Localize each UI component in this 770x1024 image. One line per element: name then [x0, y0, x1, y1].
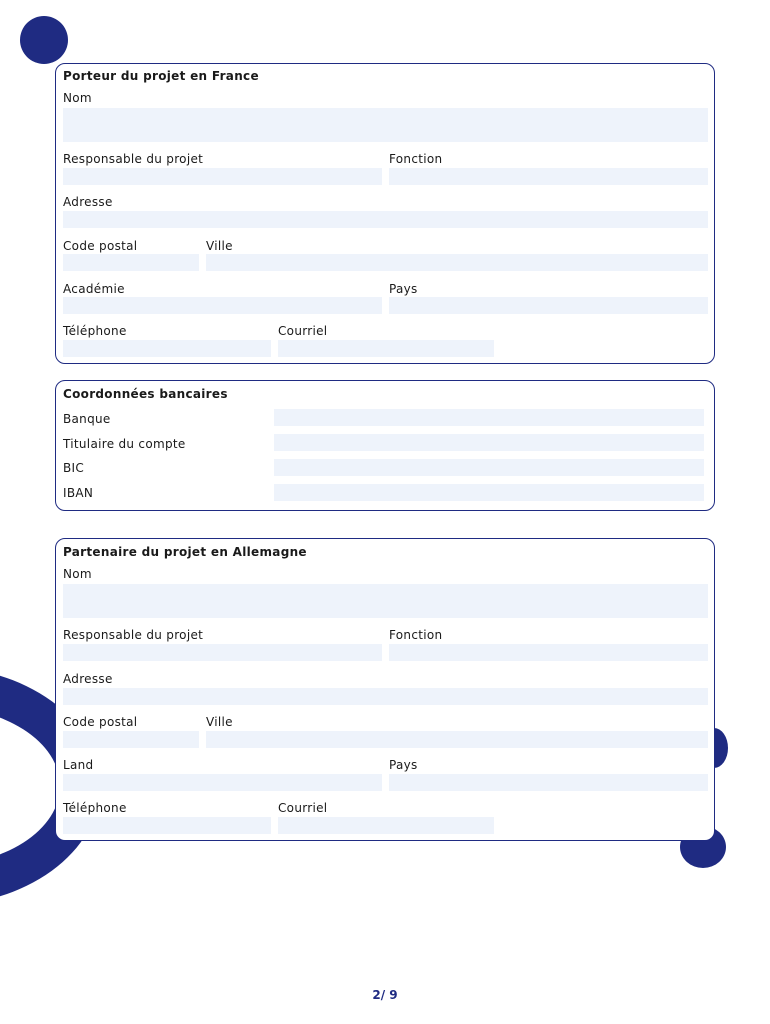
decorative-circle-top — [20, 16, 68, 64]
nom-label: Nom — [63, 91, 92, 105]
section-bank-title: Coordonnées bancaires — [63, 387, 228, 401]
telephone-de-label: Téléphone — [63, 801, 127, 815]
ville-field[interactable] — [206, 254, 708, 271]
page-number: 2/ 9 — [372, 988, 398, 1002]
ville-de-label: Ville — [206, 715, 233, 729]
bic-label: BIC — [63, 461, 85, 475]
courriel-label: Courriel — [278, 324, 328, 338]
code-postal-label: Code postal — [63, 239, 138, 253]
iban-field[interactable] — [274, 484, 704, 501]
iban-label: IBAN — [63, 486, 94, 500]
responsable-de-field[interactable] — [63, 644, 382, 661]
adresse-de-field[interactable] — [63, 688, 708, 705]
courriel-de-label: Courriel — [278, 801, 328, 815]
section-bank — [55, 380, 715, 511]
telephone-field[interactable] — [63, 340, 271, 357]
banque-label: Banque — [63, 412, 111, 426]
responsable-label: Responsable du projet — [63, 152, 204, 166]
ville-de-field[interactable] — [206, 731, 708, 748]
bic-field[interactable] — [274, 459, 704, 476]
academie-label: Académie — [63, 282, 125, 296]
courriel-field[interactable] — [278, 340, 494, 357]
land-field[interactable] — [63, 774, 382, 791]
responsable-field[interactable] — [63, 168, 382, 185]
section-france — [55, 63, 715, 364]
adresse-field[interactable] — [63, 211, 708, 228]
academie-field[interactable] — [63, 297, 382, 314]
fonction-field[interactable] — [389, 168, 708, 185]
pays-field[interactable] — [389, 297, 708, 314]
fonction-de-field[interactable] — [389, 644, 708, 661]
telephone-label: Téléphone — [63, 324, 127, 338]
ville-label: Ville — [206, 239, 233, 253]
adresse-label: Adresse — [63, 195, 113, 209]
land-label: Land — [63, 758, 94, 772]
fonction-de-label: Fonction — [389, 628, 443, 642]
section-france-title: Porteur du projet en France — [63, 69, 259, 83]
titulaire-label: Titulaire du compte — [63, 437, 186, 451]
code-postal-de-label: Code postal — [63, 715, 138, 729]
pays-de-label: Pays — [389, 758, 418, 772]
fonction-label: Fonction — [389, 152, 443, 166]
code-postal-de-field[interactable] — [63, 731, 199, 748]
section-germany-title: Partenaire du projet en Allemagne — [63, 545, 307, 559]
telephone-de-field[interactable] — [63, 817, 271, 834]
pays-label: Pays — [389, 282, 418, 296]
nom-field[interactable] — [63, 108, 708, 142]
courriel-de-field[interactable] — [278, 817, 494, 834]
nom-de-label: Nom — [63, 567, 92, 581]
nom-de-field[interactable] — [63, 584, 708, 618]
responsable-de-label: Responsable du projet — [63, 628, 204, 642]
banque-field[interactable] — [274, 409, 704, 426]
titulaire-field[interactable] — [274, 434, 704, 451]
pays-de-field[interactable] — [389, 774, 708, 791]
code-postal-field[interactable] — [63, 254, 199, 271]
section-germany — [55, 538, 715, 841]
adresse-de-label: Adresse — [63, 672, 113, 686]
